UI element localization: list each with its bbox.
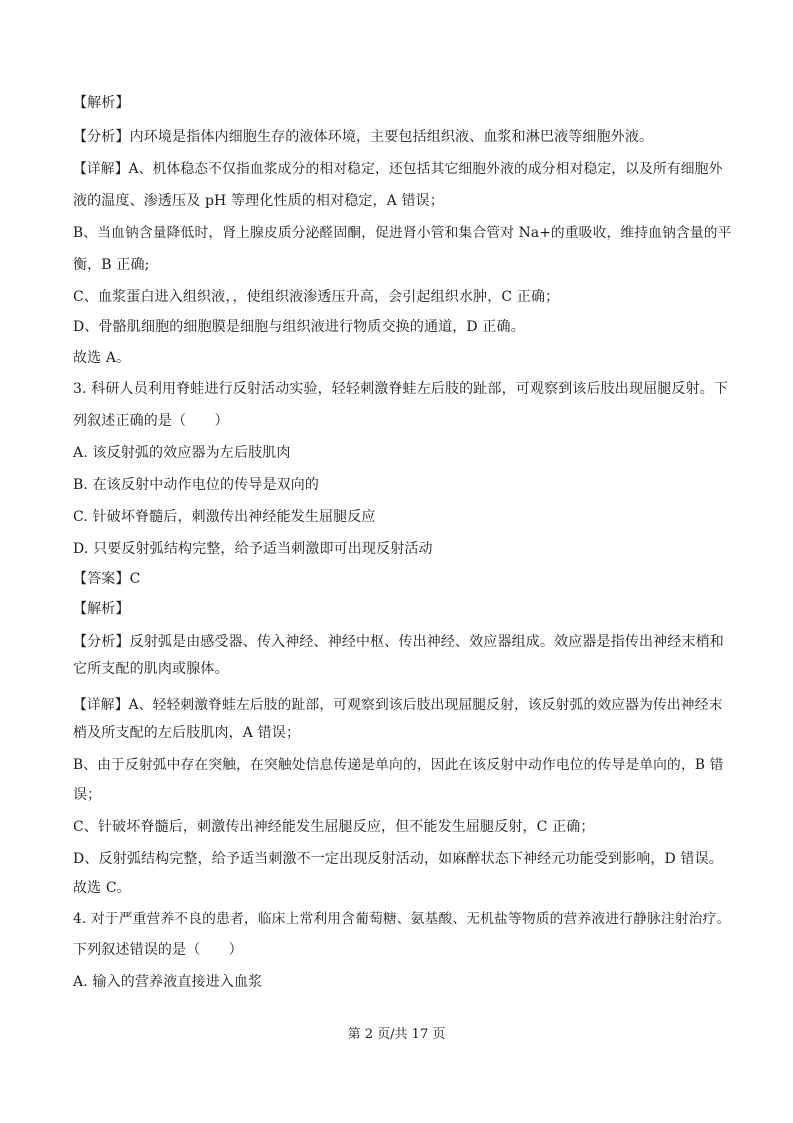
explanation-item-b: B、当血钠含量降低时，肾上腺皮质分泌醛固酮，促进肾小管和集合管对 Na+的重吸收，维持血钠含量的平 bbox=[73, 225, 732, 241]
analysis-paragraph: 【分析】反射弧是由感受器、传入神经、神经中枢、传出神经、效应器组成。效应器是指传出神经末梢和 bbox=[73, 634, 724, 650]
explanation-paragraph: 【详解】A、机体稳态不仅指血浆成分的相对稳定，还包括其它细胞外液的成分相对稳定，以及所有细胞外 bbox=[73, 161, 723, 177]
question-3-stem-cont: 列叙述正确的是（ ） bbox=[73, 413, 229, 429]
question-3-option-b: B. 在该反射中动作电位的传导是双向的 bbox=[73, 477, 320, 493]
section-label-analysis: 【解析】 bbox=[73, 601, 130, 617]
section-label-analysis: 【解析】 bbox=[73, 95, 130, 111]
explanation-item-d: D、反射弧结构完整，给予适当刺激不一定出现反射活动，如麻醉状态下神经元功能受到影响，D 错误。 bbox=[73, 851, 723, 867]
explanation-paragraph: 【详解】A、轻轻刺激脊蛙左后肢的趾部，可观察到该后肢出现屈腿反射，该反射弧的效应器为传出神经末 bbox=[73, 697, 723, 713]
explanation-paragraph-cont: 梢及所支配的左后肢肌肉，A 错误； bbox=[73, 725, 301, 741]
answer-choice-line: 故选 C。 bbox=[73, 880, 131, 896]
question-4-stem: 4. 对于严重营养不良的患者，临床上常利用含葡萄糖、氨基酸、无机盐等物质的营养液进行静脉注射治疗。 bbox=[73, 911, 731, 927]
question-3-option-a: A. 该反射弧的效应器为左后肢肌肉 bbox=[73, 445, 291, 461]
question-4-option-a: A. 输入的营养液直接进入血浆 bbox=[73, 974, 263, 990]
question-3-option-c: C. 针破坏脊髓后，刺激传出神经能发生屈腿反应 bbox=[73, 509, 376, 525]
explanation-item-b: B、由于反射弧中存在突触，在突触处信息传递是单向的，因此在该反射中动作电位的传导是单向的，B 错 bbox=[73, 757, 724, 773]
question-3-option-d: D. 只要反射弧结构完整，给予适当刺激即可出现反射活动 bbox=[73, 541, 433, 557]
question-4-stem-cont: 下列叙述错误的是（ ） bbox=[73, 942, 243, 958]
explanation-item-c: C、针破坏脊髓后，刺激传出神经能发生屈腿反应，但不能发生屈腿反射，C 正确； bbox=[73, 819, 595, 835]
explanation-item-c: C、血浆蛋白进入组织液，，使组织液渗透压升高，会引起组织水肿，C 正确； bbox=[73, 289, 560, 305]
explanation-item-d: D、骨骼肌细胞的细胞膜是细胞与组织液进行物质交换的通道，D 正确。 bbox=[73, 319, 525, 335]
analysis-paragraph-cont: 它所支配的肌肉或腺体。 bbox=[73, 661, 229, 677]
page-number-footer: 第 2 页/共 17 页 bbox=[347, 1027, 446, 1042]
explanation-paragraph-cont: 液的温度、渗透压及 pH 等理化性质的相对稳定，A 错误； bbox=[73, 193, 444, 209]
explanation-item-b-cont: 衡，B 正确; bbox=[73, 257, 150, 273]
analysis-paragraph: 【分析】内环境是指体内细胞生存的液体环境，主要包括组织液、血浆和淋巴液等细胞外液。 bbox=[73, 129, 654, 145]
answer-label: 【答案】C bbox=[73, 571, 141, 587]
answer-choice-line: 故选 A。 bbox=[73, 350, 131, 366]
question-3-stem: 3. 科研人员利用脊蛙进行反射活动实验，轻轻刺激脊蛙左后肢的趾部，可观察到该后肢出现屈腿反射。下 bbox=[73, 381, 729, 397]
explanation-item-b-cont: 误； bbox=[73, 787, 102, 803]
